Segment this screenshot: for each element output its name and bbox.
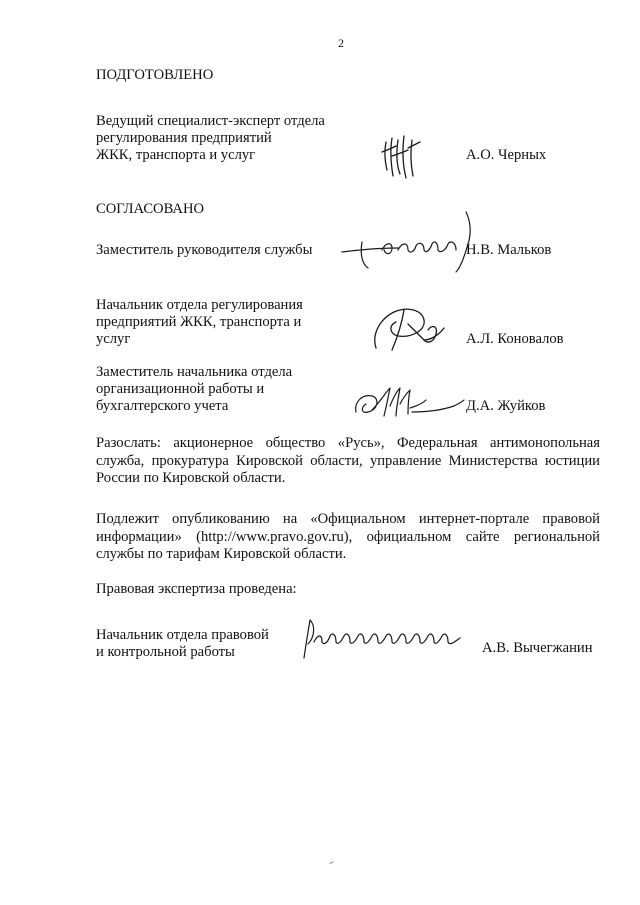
stray-mark <box>330 861 335 866</box>
signatory-position: Заместитель руководителя службы <box>96 242 313 258</box>
signature-konovalov <box>368 296 448 356</box>
signatory-name: А.Л. Коновалов <box>466 331 564 347</box>
position-line: ЖКК, транспорта и услуг <box>96 147 256 163</box>
page-number: 2 <box>338 36 344 50</box>
position-line: предприятий ЖКК, транспорта и <box>96 314 302 330</box>
position-line: Ведущий специалист-эксперт отдела <box>96 113 325 129</box>
signatory-name: Н.В. Мальков <box>466 242 552 258</box>
position-line: организационной работы и <box>96 381 265 397</box>
position-line: Начальник отдела регулирования <box>96 297 303 313</box>
publication-text: Подлежит опубликованию на «Официальном интернет-портале правовой информации» (http://www.pravo.gov.ru), официальном сайте региональной службы по тарифам Кировской области. <box>96 511 600 562</box>
position-line: Заместитель начальника отдела <box>96 364 293 380</box>
position-line: регулирования предприятий <box>96 130 272 146</box>
position-line: услуг <box>96 331 131 347</box>
signature-vychegzhanin <box>296 616 468 662</box>
position-line: и контрольной работы <box>96 644 235 660</box>
signatory-name: Д.А. Жуйков <box>466 398 546 414</box>
agreed-heading: СОГЛАСОВАНО <box>96 201 205 217</box>
prepared-name: А.О. Черных <box>466 147 547 163</box>
position-line: бухгалтерского учета <box>96 398 229 414</box>
signature-chernykh <box>378 130 428 182</box>
position-line: Начальник отдела правовой <box>96 627 269 643</box>
legal-review-name: А.В. Вычегжанин <box>482 640 593 656</box>
legal-review-text: Правовая экспертиза проведена: <box>96 581 297 597</box>
distribution-text: Разослать: акционерное общество «Русь», Федеральная антимонопольная служба, прокуратура Кировской области, управление Министерства юстиции России по Кировской области. <box>96 435 600 486</box>
signature-malkov <box>338 208 478 276</box>
signature-zhuikov <box>350 382 466 422</box>
prepared-heading: ПОДГОТОВЛЕНО <box>96 67 214 83</box>
